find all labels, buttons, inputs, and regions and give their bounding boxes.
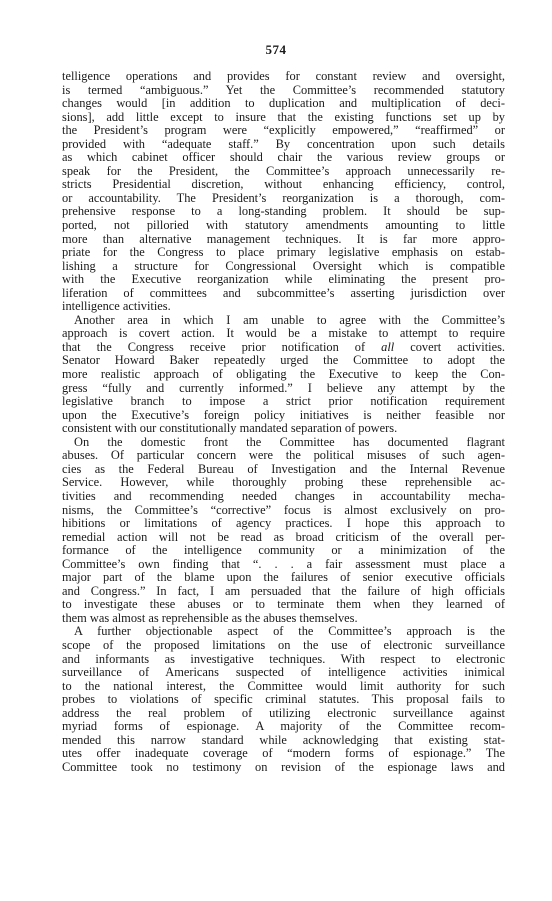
text-line: scope of the proposed limitations on the use of electronic surveillance — [62, 637, 505, 652]
paragraph — [62, 625, 505, 774]
text-line: myriad forms of espionage. A majority of the Committee recom- — [62, 719, 505, 734]
text-line: nisms, the Committee’s “corrective” focus is almost exclusively on pro- — [62, 502, 505, 517]
text-line: Committee took no testimony on revision of the espionage laws and — [62, 759, 505, 774]
paragraph — [62, 436, 505, 626]
text-line: with the Executive reorganization while eliminating the present pro- — [62, 272, 505, 287]
text-line: surveillance of Americans suspected of intelligence activities inimical — [62, 665, 505, 680]
text-line: On the domestic front the Committee has documented flagrant — [74, 434, 505, 449]
text-line: legislative branch to impose a strict prior notification requirement — [62, 394, 505, 409]
text-line: mended this narrow standard while acknowledging that existing stat- — [62, 732, 505, 747]
text-line: or accountability. The President’s reorganization is a thorough, com- — [62, 190, 505, 205]
text-line: as which cabinet officer should chair the various review groups or — [62, 150, 505, 165]
text-line: is termed “ambiguous.” Yet the Committee’s recommended statutory — [62, 82, 505, 97]
text-line: approach is covert action. It would be a mistake to attempt to require — [62, 326, 505, 341]
text-line: that the Congress receive prior notification of all covert activities. — [62, 339, 506, 354]
text-line: more than alternative management techniques. It is far more appro- — [62, 231, 505, 246]
text-line: remedial action will not be read as broad criticism of the overall per- — [62, 529, 505, 544]
text-line: gress “fully and currently informed.” I believe any attempt by the — [62, 380, 505, 395]
body-text — [62, 70, 505, 774]
text-line: address the real problem of utilizing electronic surveillance against — [62, 705, 505, 720]
text-line: telligence operations and provides for constant review and oversight, — [62, 69, 505, 83]
text-line: liferation of committees and subcommittee’s asserting jurisdiction over — [62, 285, 505, 300]
paragraph — [62, 314, 505, 436]
text-line: stricts Presidential discretion, without enhancing efficiency, control, — [62, 177, 505, 192]
text-line: to investigate these abuses or to terminate them when they learned of — [62, 597, 505, 612]
text-line: to the national interest, the Committee would limit authority for such — [62, 678, 505, 693]
text-line: Service. However, while thoroughly probing these reprehensible ac- — [62, 475, 505, 490]
text-line: utes offer inadequate coverage of “modern forms of espionage.” The — [62, 746, 505, 761]
text-line: provided with “adequate staff.” By concentration upon such details — [62, 136, 505, 151]
page-number: 574 — [265, 42, 287, 57]
text-line: consistent with our constitutionally mandated separation of powers. — [62, 421, 398, 436]
text-line: tivities and recommending needed changes in accountability mecha- — [62, 488, 505, 503]
text-line: probes to violations of specific criminal statutes. This proposal fails to — [62, 692, 505, 707]
paragraph — [62, 70, 505, 314]
text-line: hibitions or limitations of agency practices. I hope this approach to — [62, 516, 505, 531]
text-line: and Congress.” In fact, I am persuaded that the failure of high officials — [62, 583, 505, 598]
text-line: them was almost as reprehensible as the abuses themselves. — [62, 610, 358, 625]
text-line: upon the Executive’s foreign policy initiatives is neither feasible nor — [62, 407, 505, 422]
text-line: cies as the Federal Bureau of Investigation and the Internal Revenue — [62, 461, 505, 476]
text-line: Another area in which I am unable to agree with the Committee’s — [74, 312, 505, 327]
text-line: changes would [in addition to duplication and multiplication of deci- — [62, 96, 505, 111]
text-line: Committee’s own finding that “. . . a fair assessment must place a — [62, 556, 505, 571]
text-line: Senator Howard Baker repeatedly urged the Committee to adopt the — [62, 353, 505, 368]
text-line: abuses. Of particular concern were the political misuses of such agen- — [62, 448, 505, 463]
text-line: and informants as investigative techniques. With respect to electronic — [62, 651, 505, 666]
text-line: the President’s program were “explicitly empowered,” “reaffirmed” or — [62, 123, 505, 138]
text-line: prehensive response to a long-standing problem. It should be sup- — [62, 204, 505, 219]
text-line: lishing a structure for Congressional Oversight which is compatible — [62, 258, 505, 273]
text-line: A further objectionable aspect of the Committee’s approach is the — [74, 624, 505, 639]
text-line: speak for the President, the Committee’s approach unnecessarily re- — [62, 163, 505, 178]
text-line: sions], add little except to insure that the existing functions set up by — [62, 109, 505, 124]
text-line: more realistic approach of obligating the Executive to keep the Con- — [62, 367, 505, 382]
text-line: major part of the blame upon the failures of senior executive officials — [62, 570, 505, 585]
text-line: priate for the Congress to place primary legislative emphasis on estab- — [62, 245, 505, 260]
text-line: ported, not pilloried with statutory amendments amounting to little — [62, 218, 505, 233]
text-line: intelligence activities. — [62, 299, 171, 314]
text-line: formance of the intelligence community or a minimization of the — [62, 543, 505, 558]
